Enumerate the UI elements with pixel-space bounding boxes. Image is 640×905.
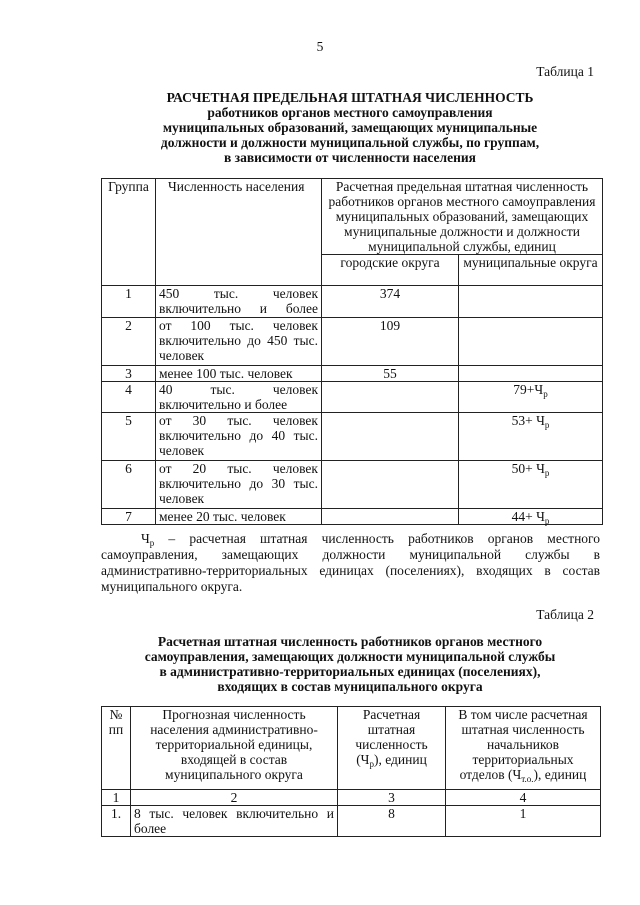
- cell-estimate: 8: [338, 806, 446, 837]
- subscript: р: [543, 389, 548, 399]
- table-row: [102, 318, 603, 366]
- table2-title-line: в административно-территориальных единицах (поселениях),: [159, 664, 541, 679]
- column-number: 1: [102, 790, 131, 806]
- cell-municipal: [459, 366, 603, 382]
- header-municipal-districts: муниципальные округа: [459, 255, 603, 286]
- table-row: [102, 806, 601, 837]
- table-row: [102, 382, 603, 413]
- cell-city: [322, 413, 459, 461]
- header-population: Прогнозная численность населения административно-территориальной единицы, входящей в состав муниципального округа: [131, 707, 338, 790]
- subscript: р: [544, 468, 550, 478]
- municipal-value: 50+ Ч: [511, 461, 545, 476]
- cell-population: 450 тыс. человек включительно и более: [156, 286, 322, 318]
- header-estimate: Расчетная предельная штатная численность работников органов местного самоуправления муниципальных образований, замещающих муниципальные должности и должности муниципальной службы, единиц: [322, 179, 603, 255]
- table1-title-line: муниципальных образований, замещающих муниципальные: [162, 120, 538, 135]
- header-text: Расчетная штатная численность (Ч: [355, 707, 428, 767]
- cell-population: 8 тыс. человек включительно и более: [131, 806, 338, 837]
- header-group: Группа: [102, 179, 156, 286]
- cell-city: 55: [322, 366, 459, 382]
- cell-municipal: [459, 318, 603, 366]
- column-number: 4: [446, 790, 601, 806]
- note-symbol: Ч: [141, 531, 150, 546]
- subscript: р: [544, 516, 550, 526]
- cell-num: 1.: [102, 806, 131, 837]
- table1-title: [100, 90, 600, 165]
- page-number: 5: [316, 39, 324, 54]
- subscript: р: [149, 538, 155, 548]
- table-header-row: [102, 179, 603, 255]
- header-estimate: [338, 707, 446, 790]
- table-row: [102, 413, 603, 461]
- note-paragraph: [101, 531, 600, 595]
- table1-title-line: должности и должности муниципальной службы, по группам,: [160, 135, 540, 150]
- cell-municipal: [459, 286, 603, 318]
- cell-population: менее 20 тыс. человек: [156, 509, 322, 525]
- cell-city: [322, 461, 459, 509]
- cell-municipal: [459, 509, 603, 525]
- column-number: 2: [131, 790, 338, 806]
- table2-title-line: самоуправления, замещающих должности муниципальной службы: [144, 649, 556, 664]
- cell-group: 1: [102, 286, 156, 318]
- cell-population: от 30 тыс. человек включительно до 40 тыс. человек: [156, 413, 322, 461]
- table1-title-line: работников органов местного самоуправления: [207, 105, 493, 120]
- subscript: р: [544, 420, 550, 430]
- cell-city: 374: [322, 286, 459, 318]
- cell-group: 6: [102, 461, 156, 509]
- cell-population: от 20 тыс. человек включительно до 30 тыс. человек: [156, 461, 322, 509]
- cell-municipal: [459, 413, 603, 461]
- cell-population: от 100 тыс. человек включительно до 450 тыс. человек: [156, 318, 322, 366]
- header-population: Численность населения: [156, 179, 322, 286]
- header-heads: [446, 707, 601, 790]
- header-num: № пп: [102, 707, 131, 790]
- table-header-row: [102, 707, 601, 790]
- municipal-value: 53+ Ч: [511, 413, 545, 428]
- header-text: В том числе расчетная штатная численность начальников территориальных отделов (Ч: [458, 707, 588, 782]
- cell-city: 109: [322, 318, 459, 366]
- cell-population: менее 100 тыс. человек: [156, 366, 322, 382]
- municipal-value: 79+Ч: [513, 382, 544, 397]
- table2-title-line: входящих в состав муниципального округа: [217, 679, 483, 694]
- header-city-districts: городские округа: [322, 255, 459, 286]
- header-text: ), единиц: [533, 767, 587, 782]
- table-row: [102, 286, 603, 318]
- table-row: [102, 366, 603, 382]
- subscript: р: [369, 759, 374, 769]
- municipal-value: 44+ Ч: [511, 509, 545, 524]
- cell-municipal: [459, 382, 603, 413]
- subscript: т.о.: [521, 774, 534, 784]
- table-row: [102, 509, 603, 525]
- table1: [101, 178, 603, 525]
- cell-group: 2: [102, 318, 156, 366]
- cell-group: 5: [102, 413, 156, 461]
- cell-heads: 1: [446, 806, 601, 837]
- table1-title-line: в зависимости от численности населения: [224, 150, 476, 165]
- cell-group: 3: [102, 366, 156, 382]
- column-number-row: [102, 790, 601, 806]
- table2-label: Таблица 2: [536, 607, 594, 622]
- cell-group: 4: [102, 382, 156, 413]
- cell-municipal: [459, 461, 603, 509]
- table2-title-line: Расчетная штатная численность работников органов местного: [157, 634, 543, 649]
- header-text: ), единиц: [373, 752, 427, 767]
- cell-group: 7: [102, 509, 156, 525]
- column-number: 3: [338, 790, 446, 806]
- table2-title: [100, 634, 600, 694]
- cell-city: [322, 382, 459, 413]
- table1-title-line: РАСЧЕТНАЯ ПРЕДЕЛЬНАЯ ШТАТНАЯ ЧИСЛЕННОСТЬ: [166, 90, 534, 105]
- table2: [101, 706, 601, 837]
- table-row: [102, 461, 603, 509]
- cell-population: 40 тыс. человек включительно и более: [156, 382, 322, 413]
- table1-label: Таблица 1: [536, 64, 594, 79]
- cell-city: [322, 509, 459, 525]
- note-text: – расчетная штатная численность работников органов местного самоуправления, замещающих должности муниципальной службы в административно-территориальных единицах (поселениях), входящих в состав муниципального округа.: [101, 531, 600, 594]
